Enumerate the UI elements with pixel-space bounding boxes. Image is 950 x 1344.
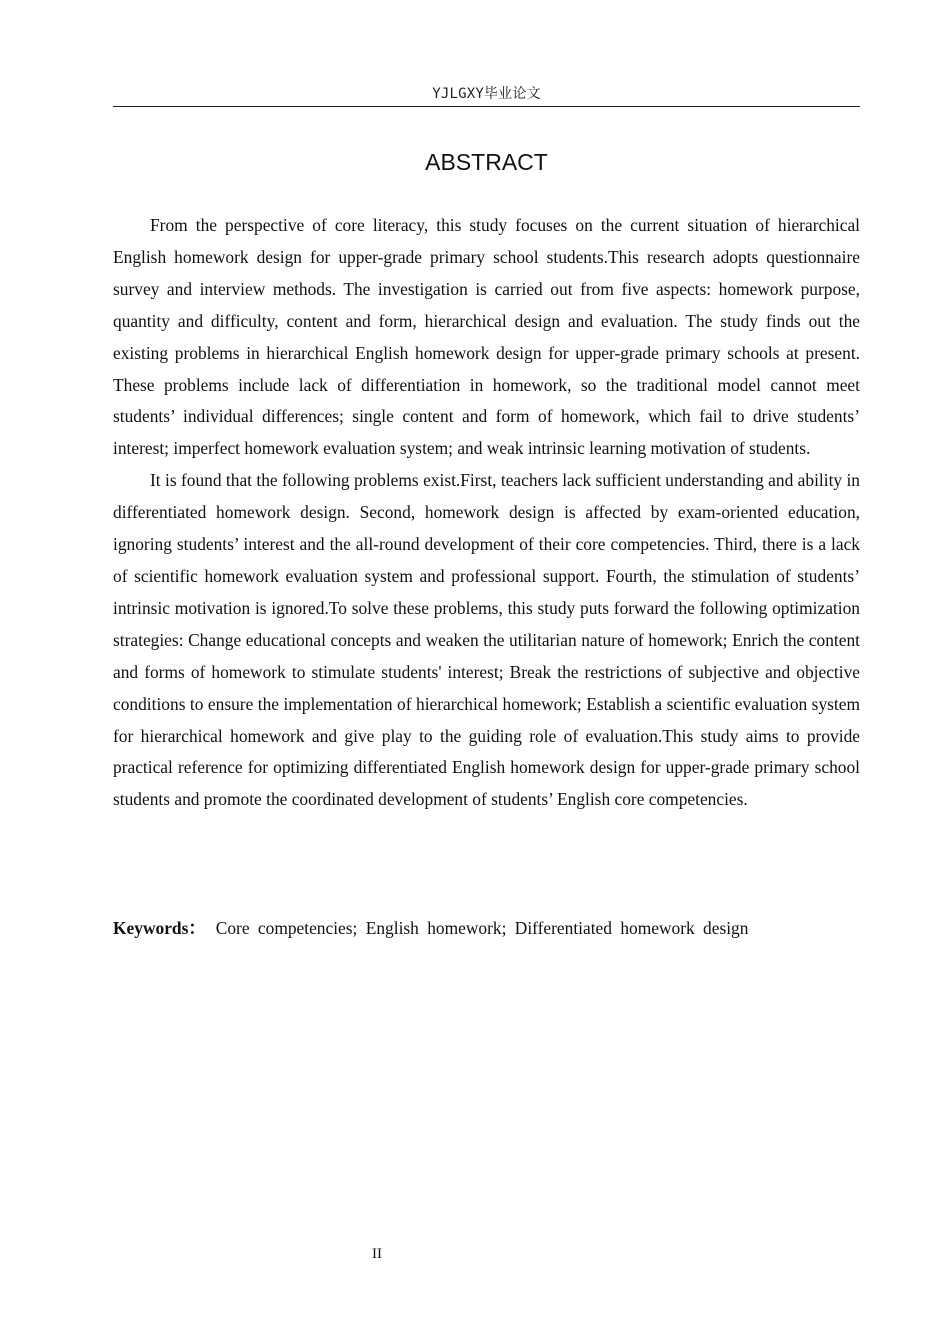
running-header: YJLGXY毕业论文 [432, 86, 541, 102]
page-number: II [372, 1246, 382, 1262]
header-rule [113, 106, 860, 107]
abstract-paragraph-2: It is found that the following problems exist.First, teachers lack sufficient understanding and ability in differentiated homework design. Second, homework design is affected by exam-oriented education, ignoring students’ interest and the all-round development of their core competencies. Third, there is a lack of scientific homework evaluation system and professional support. Fourth, the stimulation of students’ intrinsic motivation is ignored.To solve these problems, this study puts forward the following optimization strategies: Change educational concepts and weaken the utilitarian nature of homework; Enrich the content and forms of homework to stimulate students' interest; Break the restrictions of subjective and objective conditions to ensure the implementation of hierarchical homework; Establish a scientific evaluation system for hierarchical homework and give play to the guiding role of evaluation.This study aims to provide practical reference for optimizing differentiated English homework design for upper-grade primary school students and promote the coordinated development of students’ English core competencies. [113, 470, 860, 810]
keywords-label: Keywords： [113, 918, 206, 938]
abstract-paragraph-1: From the perspective of core literacy, this study focuses on the current situation of hierarchical English homework design for upper-grade primary school students.This research adopts questionnaire survey and interview methods. The investigation is carried out from five aspects: homework purpose, quantity and difficulty, content and form, hierarchical design and evaluation. The study finds out the existing problems in hierarchical English homework design for upper-grade primary schools at present. These problems include lack of differentiation in homework, so the traditional model cannot meet students’ individual differences; single content and form of homework, which fail to drive students’ interest; imperfect homework evaluation system; and weak intrinsic learning motivation of students. [113, 215, 860, 459]
keywords-line [113, 912, 860, 944]
abstract-title: ABSTRACT [425, 149, 548, 175]
keywords-values: Core competencies; English homework; Differentiated homework design [215, 918, 749, 938]
abstract-body [113, 210, 860, 816]
